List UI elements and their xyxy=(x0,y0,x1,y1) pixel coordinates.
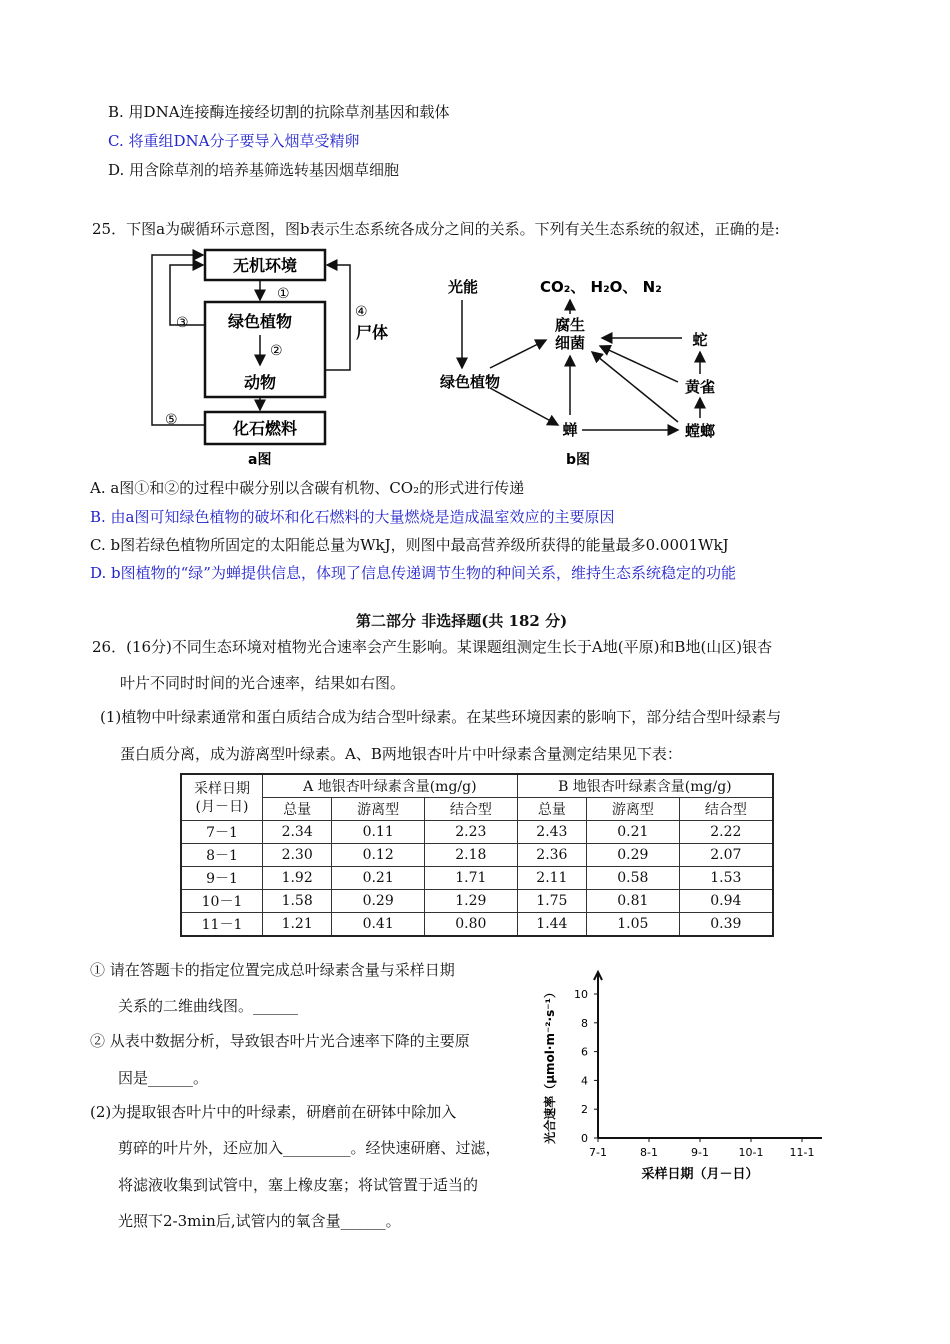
q26-q2-line1: ② 从表中数据分析，导致银杏叶片光合速率下降的主要原 xyxy=(90,1032,470,1050)
decomposer-label-1: 腐生 xyxy=(554,316,586,334)
q26-q3-line1: (2)为提取银杏叶片中的叶绿素，研磨前在研钵中除加入 xyxy=(90,1103,457,1121)
value-cell: 2.43 xyxy=(517,821,586,844)
sub-header-cell: 结合型 xyxy=(679,798,773,821)
table-row xyxy=(181,821,773,844)
value-cell: 2.22 xyxy=(679,821,773,844)
date-cell: 10－1 xyxy=(181,890,263,913)
label-5: ⑤ xyxy=(165,412,178,428)
date-cell: 7－1 xyxy=(181,821,263,844)
label-2: ② xyxy=(270,343,283,359)
date-cell: 11－1 xyxy=(181,913,263,937)
header-a: A 地银杏叶绿素含量(mg/g) xyxy=(263,774,518,798)
q24-option-d: D. 用含除草剂的培养基筛选转基因烟草细胞 xyxy=(108,161,400,179)
sub-header-cell: 游离型 xyxy=(587,798,680,821)
q24-option-b: B. 用DNA连接酶连接经切割的抗除草剂基因和载体 xyxy=(108,103,450,121)
x-tick-label: 10-1 xyxy=(738,1146,764,1159)
q25-option-c: C. b图若绿色植物所固定的太阳能总量为WkJ，则图中最高营养级所获得的能量最多0.0001WkJ xyxy=(90,536,729,554)
arrow-5 xyxy=(152,255,205,425)
q25-stem: 25．下图a为碳循环示意图，图b表示生态系统各成分之间的关系。下列有关生态系统的叙述，正确的是: xyxy=(92,220,780,238)
fig-b-caption: b图 xyxy=(566,452,591,468)
sub-header-cell: 结合型 xyxy=(425,798,518,821)
q26-sub1-line1: (1)植物中叶绿素通常和蛋白质结合成为结合型叶绿素。在某些环境因素的影响下，部分结合型叶绿素与 xyxy=(100,708,782,726)
value-cell: 1.21 xyxy=(263,913,332,937)
sub-header-cell: 游离型 xyxy=(332,798,425,821)
value-cell: 2.18 xyxy=(425,844,518,867)
y-tick-label: 6 xyxy=(581,1045,588,1059)
value-cell: 0.80 xyxy=(425,913,518,937)
q26-q1-line2: 关系的二维曲线图。______ xyxy=(118,997,299,1015)
arrow-4 xyxy=(325,265,350,370)
header-date: 采样日期 (月－日) xyxy=(181,774,263,821)
value-cell: 0.94 xyxy=(679,890,773,913)
value-cell: 0.11 xyxy=(332,821,425,844)
co2-label: CO₂、 H₂O、 N₂ xyxy=(540,278,662,296)
q25-option-b: B. 由a图可知绿色植物的破坏和化石燃料的大量燃烧是造成温室效应的主要原因 xyxy=(90,508,615,526)
value-cell: 1.44 xyxy=(517,913,586,937)
fig-a-caption: a图 xyxy=(248,452,272,468)
carbon-cycle-diagram xyxy=(140,240,390,470)
x-tick-label: 11-1 xyxy=(789,1146,815,1159)
photosynthesis-chart xyxy=(530,960,830,1190)
y-tick-label: 2 xyxy=(581,1103,588,1117)
light-label: 光能 xyxy=(448,278,479,296)
box-fossil-fuel-label: 化石燃料 xyxy=(232,419,298,438)
label-4: ④ xyxy=(355,304,368,320)
value-cell: 0.29 xyxy=(587,844,680,867)
value-cell: 2.34 xyxy=(263,821,332,844)
q26-stem-1: 26．(16分)不同生态环境对植物光合速率会产生影响。某课题组测定生长于A地(平原)和B地(山区)银杏 xyxy=(92,638,773,656)
x-tick-label: 9-1 xyxy=(691,1146,709,1159)
value-cell: 0.21 xyxy=(587,821,680,844)
value-cell: 0.21 xyxy=(332,867,425,890)
decomposer-label-2: 细菌 xyxy=(554,334,586,352)
q26-q2-line2: 因是______。 xyxy=(118,1069,209,1087)
chlorophyll-table xyxy=(180,773,774,937)
table-row xyxy=(181,867,773,890)
value-cell: 2.23 xyxy=(425,821,518,844)
date-cell: 8－1 xyxy=(181,844,263,867)
value-cell: 1.05 xyxy=(587,913,680,937)
q26-stem-2: 叶片不同时时间的光合速率，结果如右图。 xyxy=(120,674,406,692)
header-b: B 地银杏叶绿素含量(mg/g) xyxy=(517,774,773,798)
value-cell: 1.29 xyxy=(425,890,518,913)
x-tick-label: 8-1 xyxy=(640,1146,658,1159)
q26-q3-line2: 剪碎的叶片外，还应加入_________。经快速研磨、过滤， xyxy=(118,1139,501,1157)
sub-header-cell: 总量 xyxy=(517,798,586,821)
q24-option-c: C. 将重组DNA分子要导入烟草受精卵 xyxy=(108,132,360,150)
q26-q3-line3: 将滤液收集到试管中，塞上橡皮塞；将试管置于适当的 xyxy=(118,1176,479,1194)
value-cell: 0.29 xyxy=(332,890,425,913)
q26-q3-line4: 光照下2-3min后,试管内的氧含量______。 xyxy=(118,1212,401,1230)
plant-label: 绿色植物 xyxy=(439,373,501,391)
part2-title: 第二部分 非选择题(共 182 分) xyxy=(356,612,568,630)
label-3: ③ xyxy=(176,315,189,331)
ecosystem-diagram xyxy=(420,270,740,470)
value-cell: 1.92 xyxy=(263,867,332,890)
y-tick-label: 0 xyxy=(581,1132,588,1145)
value-cell: 1.75 xyxy=(517,890,586,913)
table-row xyxy=(181,844,773,867)
y-tick-label: 10 xyxy=(574,988,588,1001)
table-row xyxy=(181,890,773,913)
y-tick-label: 4 xyxy=(581,1074,588,1088)
value-cell: 1.53 xyxy=(679,867,773,890)
y-axis-label: 光合速率（μmol·m⁻²·s⁻¹） xyxy=(543,986,557,1144)
value-cell: 0.58 xyxy=(587,867,680,890)
value-cell: 0.41 xyxy=(332,913,425,937)
box-plant-label: 绿色植物 xyxy=(227,312,293,331)
box-inorganic-env-label: 无机环境 xyxy=(232,256,298,275)
date-cell: 9－1 xyxy=(181,867,263,890)
mantis-label: 螳螂 xyxy=(684,422,716,440)
value-cell: 1.58 xyxy=(263,890,332,913)
sub-header-row xyxy=(181,798,773,821)
table-row xyxy=(181,913,773,937)
value-cell: 0.12 xyxy=(332,844,425,867)
value-cell: 0.81 xyxy=(587,890,680,913)
value-cell: 2.36 xyxy=(517,844,586,867)
x-tick-label: 7-1 xyxy=(589,1146,607,1159)
box-animal-label: 动物 xyxy=(243,373,277,392)
snake-label: 蛇 xyxy=(692,331,708,349)
oriole-label: 黄雀 xyxy=(684,378,716,396)
q26-sub1-line2: 蛋白质分离，成为游离型叶绿素。A、B两地银杏叶片中叶绿素含量测定结果见下表： xyxy=(120,745,682,763)
value-cell: 2.11 xyxy=(517,867,586,890)
value-cell: 0.39 xyxy=(679,913,773,937)
q25-option-a: A. a图①和②的过程中碳分别以含碳有机物、CO₂的形式进行传递 xyxy=(90,479,525,497)
value-cell: 1.71 xyxy=(425,867,518,890)
q25-option-d: D. b图植物的“绿”为蝉提供信息，体现了信息传递调节生物的种间关系，维持生态系统稳定的功能 xyxy=(90,564,736,582)
sub-header-cell: 总量 xyxy=(263,798,332,821)
label-1: ① xyxy=(277,286,290,302)
cicada-label: 蝉 xyxy=(562,421,578,439)
q26-q1-line1: ① 请在答题卡的指定位置完成总叶绿素含量与采样日期 xyxy=(90,961,455,979)
corpse-label: 尸体 xyxy=(356,323,389,342)
value-cell: 2.07 xyxy=(679,844,773,867)
value-cell: 2.30 xyxy=(263,844,332,867)
y-tick-label: 8 xyxy=(581,1016,588,1030)
x-axis-label: 采样日期（月－日） xyxy=(641,1167,759,1182)
